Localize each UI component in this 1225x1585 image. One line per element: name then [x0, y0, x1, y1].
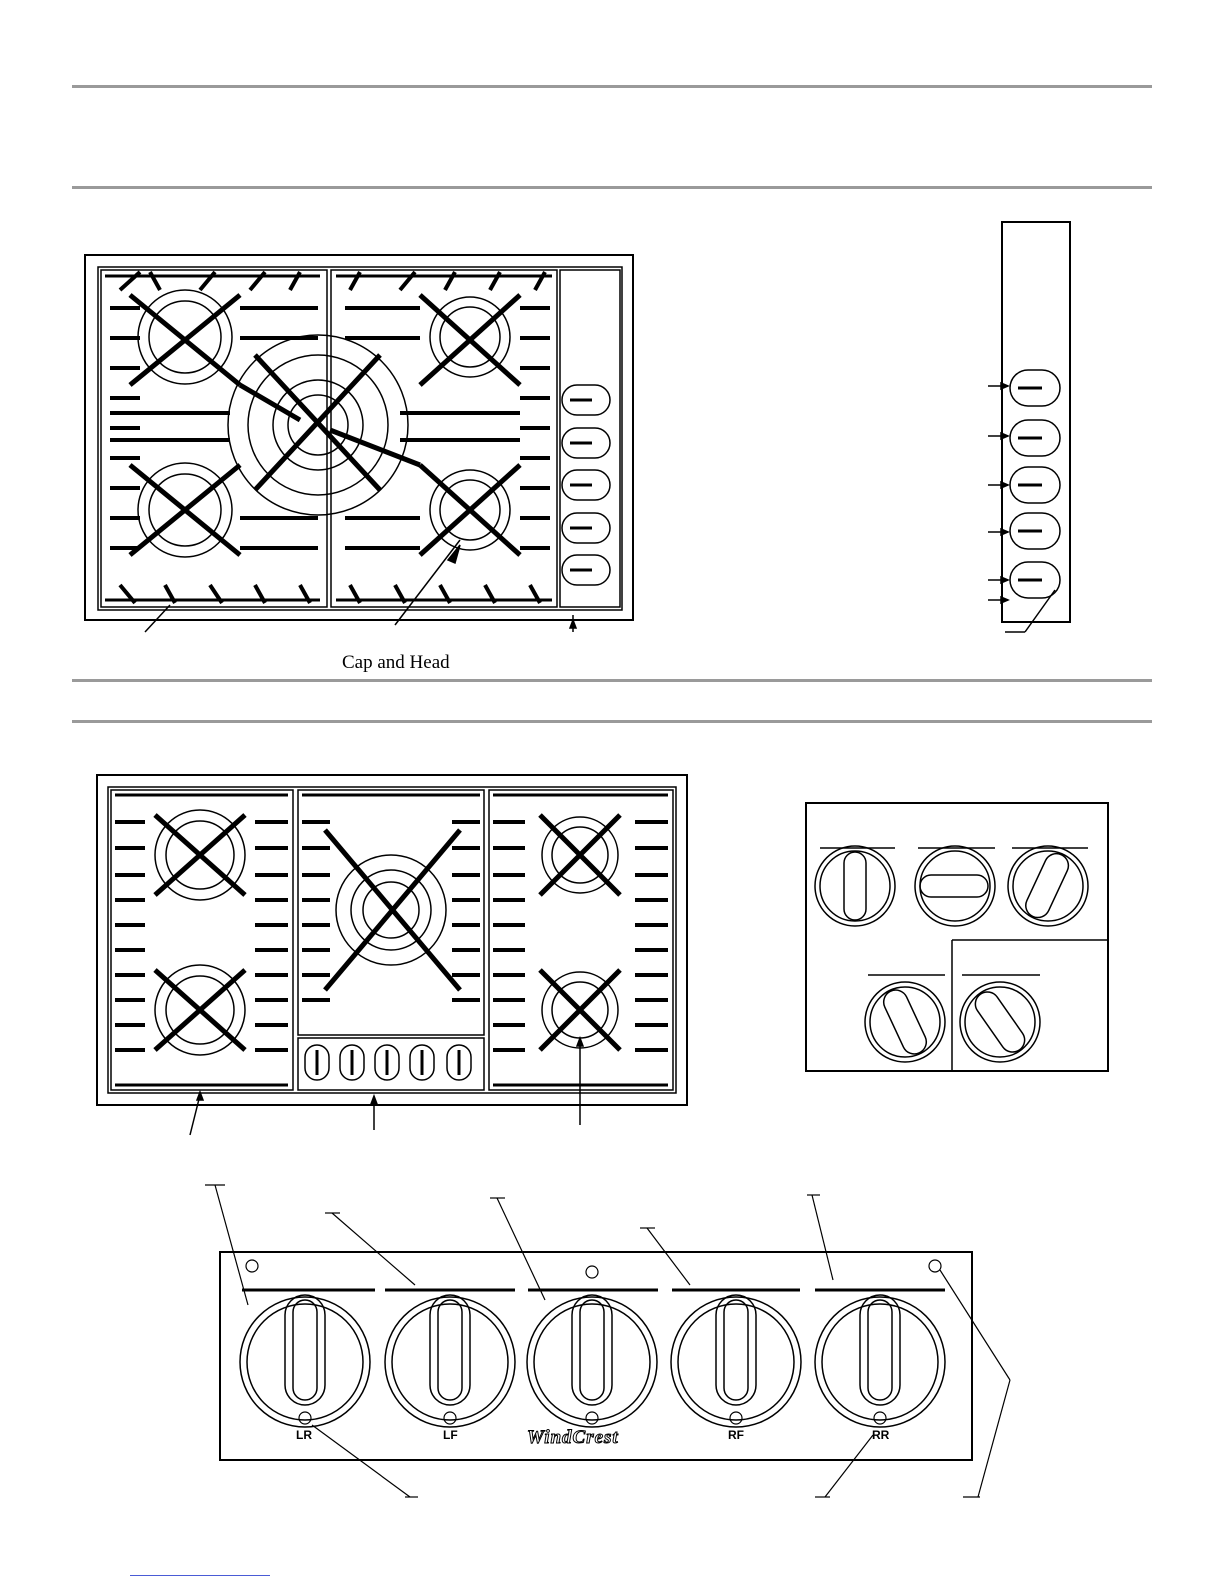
cooktop-36-diagram	[97, 775, 687, 1135]
control-panel-front-diagram	[205, 1185, 1010, 1497]
cap-and-head-label: Cap and Head	[342, 652, 450, 673]
knob-label-rf: RF	[728, 1428, 744, 1442]
knob-label-lr: LR	[296, 1428, 312, 1442]
knob-label-rr: RR	[872, 1428, 890, 1442]
footer-link-underline[interactable]	[130, 1575, 270, 1576]
cooktop-30-diagram	[85, 255, 633, 632]
knob-label-lf: LF	[443, 1428, 458, 1442]
control-panel-side-diagram	[988, 222, 1070, 632]
knob-positions-diagram	[806, 803, 1108, 1071]
brand-logo: WindCrest	[527, 1427, 619, 1448]
